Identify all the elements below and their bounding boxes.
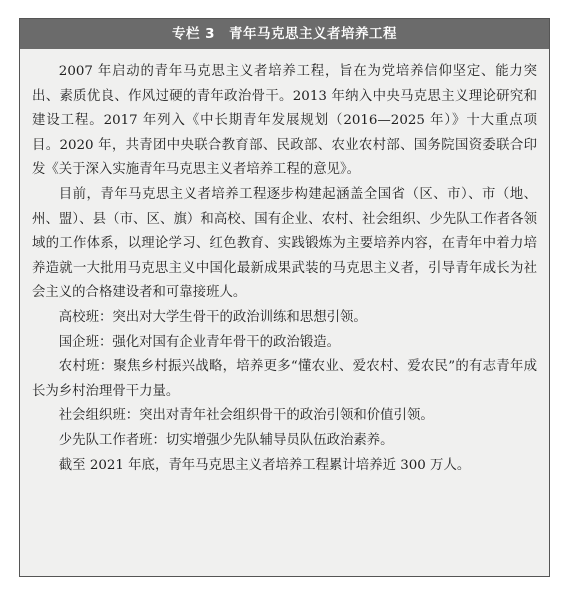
paragraph-rural-class: 农村班：聚焦乡村振兴战略，培养更多“懂农业、爱农村、爱农民”的有志青年成长为乡村治理骨干力量。 bbox=[32, 359, 537, 399]
paragraph-social-org-class: 社会组织班：突出对青年社会组织骨干的政治引领和价值引领。 bbox=[58, 408, 434, 424]
paragraph-soe-class: 国企班：强化对国有企业青年骨干的政治锻造。 bbox=[58, 334, 340, 350]
paragraph-intro: 2007 年启动的青年马克思主义者培养工程，旨在为党培养信仰坚定、能力突出、素质优良、作风过硬的青年政治骨干。2013 年纳入中央马克思主义理论研究和建设工程。2017 年列入《中长期青年发展规划（2016—2025 年）》十大重点项目。2020 年，共青团中央联合教育部、民政部、农业农村部、国务院国资委联合印发《关于深入实施青年马克思主义者培养工程的意见》。 bbox=[32, 64, 537, 178]
column-box bbox=[19, 18, 550, 577]
column-title: 青年马克思主义者培养工程 bbox=[229, 26, 398, 42]
paragraph-current-status: 目前，青年马克思主义者培养工程逐步构建起涵盖全国省（区、市）、市（地、州、盟）、县（市、区、旗）和高校、国有企业、农村、社会组织、少先队工作者各领域的工作体系，以理论学习、红色教育、实践锻炼为主要培养内容，在青年中着力培养造就一大批用马克思主义中国化最新成果武装的马克思主义者，引导青年成长为社会主义的合格建设者和可靠接班人。 bbox=[32, 186, 537, 301]
paragraph-young-pioneer-class: 少先队工作者班：切实增强少先队辅导员队伍政治素养。 bbox=[58, 432, 394, 448]
column-body bbox=[20, 49, 549, 478]
paragraph-total: 截至 2021 年底，青年马克思主义者培养工程累计培养近 300 万人。 bbox=[58, 457, 471, 473]
column-title-bar bbox=[20, 19, 549, 49]
paragraph-university-class: 高校班：突出对大学生骨干的政治训练和思想引领。 bbox=[58, 309, 367, 325]
column-number: 专栏 3 bbox=[171, 26, 216, 42]
